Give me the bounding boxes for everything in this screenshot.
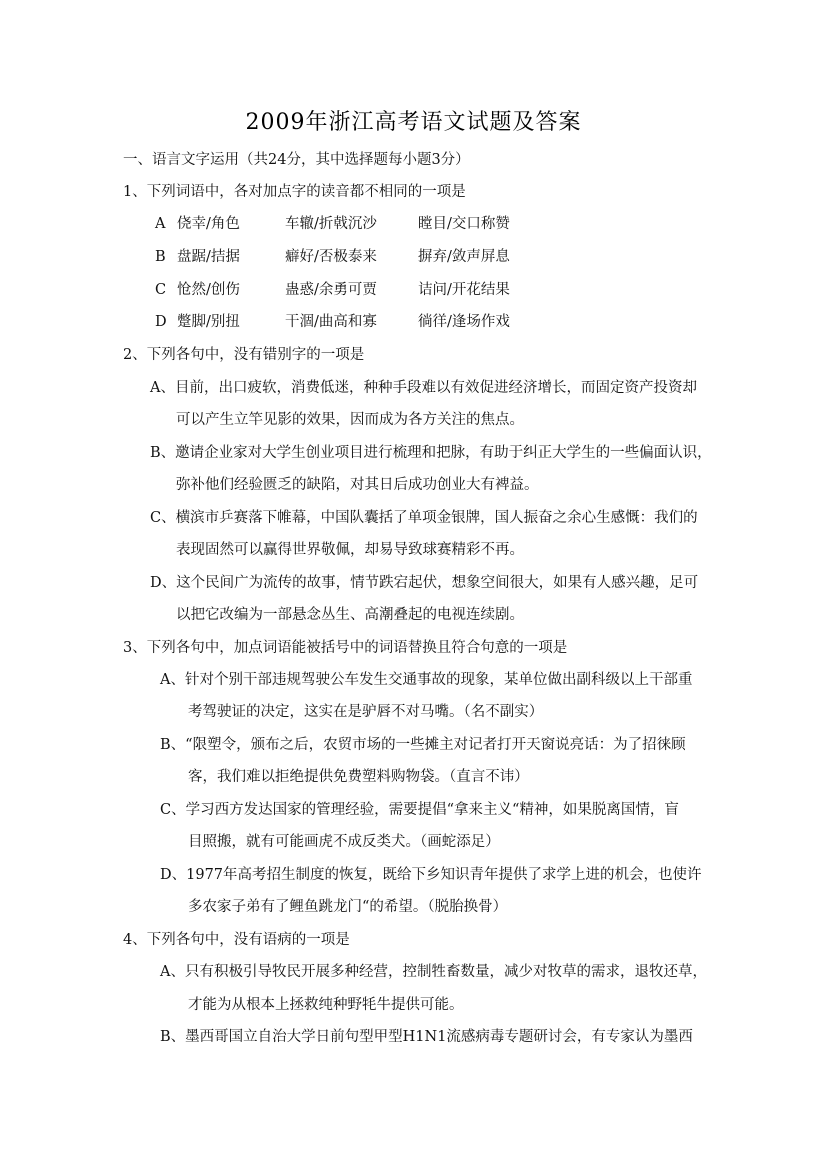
section-heading: 一、语言文字运用（共24分，其中选择题每小题3分）: [123, 152, 470, 168]
question-2-stem: 2、下列各句中，没有错别字的一项是: [123, 347, 365, 363]
option-text: 考驾驶证的决定，这实在是驴唇不对马嘴。（名不副实）: [188, 704, 544, 720]
page-title: 2009年浙江高考语文试题及答案: [245, 110, 582, 135]
option-word-pair: 瞠目/交口称赞: [418, 216, 510, 232]
option-word-pair: 蹩脚/别扭: [177, 314, 240, 330]
question-4-stem: 4、下列各句中，没有语病的一项是: [123, 932, 350, 948]
question-3-stem: 3、下列各句中，加点词语能被括号中的词语替换且符合句意的一项是: [123, 640, 568, 656]
option-text: C、学习西方发达国家的管理经验，需要提倡“拿来主义“精神，如果脱离国情，盲: [160, 802, 679, 818]
option-word-pair: 诘问/开花结果: [418, 282, 510, 298]
option-word-pair: 干涸/曲高和寡: [285, 314, 377, 330]
option-text: A、只有积极引导牧民开展多种经营，控制牲畜数量，减少对牧草的需求，退牧还草，: [160, 964, 707, 980]
option-word-pair: 怆然/创伤: [177, 282, 240, 298]
option-letter: B: [155, 249, 166, 265]
option-text: B、“限塑令，颁布之后，农贸市场的一些摊主对记者打开天窗说亮话：为了招徕顾: [160, 737, 686, 753]
option-text: C、横滨市乒赛落下帷幕，中国队囊括了单项金银牌，国人振奋之余心生感慨：我们的: [150, 510, 698, 526]
option-word-pair: 蛊惑/余勇可贾: [285, 282, 377, 298]
option-text: 表现固然可以赢得世界敬佩，却易导致球赛精彩不再。: [176, 542, 524, 558]
option-letter: C: [155, 282, 167, 298]
option-word-pair: 侥幸/角色: [177, 216, 240, 232]
option-word-pair: 徜徉/逢场作戏: [418, 314, 510, 330]
option-text: 多农家子弟有了鲤鱼跳龙门“的希望。（脱胎换骨）: [188, 899, 508, 915]
option-text: 客，我们难以拒绝提供免费塑料购物袋。（直言不讳）: [188, 769, 529, 785]
option-text: D、这个民间广为流传的故事，情节跌宕起伏，想象空间很大，如果有人感兴趣，足可: [150, 575, 699, 591]
option-word-pair: 盘踞/拮据: [177, 249, 240, 265]
option-word-pair: 车辙/折戟沉沙: [285, 216, 377, 232]
option-text: 才能为从根本上拯救纯种野牦牛提供可能。: [188, 997, 464, 1013]
option-text: 可以产生立竿见影的效果，因而成为各方关注的焦点。: [176, 412, 524, 428]
option-text: 弥补他们经验匮乏的缺陷，对其日后成功创业大有裨益。: [176, 477, 539, 493]
option-text: A、目前，出口疲软，消费低迷，种种手段难以有效促进经济增长，而固定资产投资却: [150, 380, 697, 396]
option-letter: D: [155, 314, 167, 330]
option-word-pair: 癖好/否极泰来: [285, 249, 377, 265]
option-text: 目照搬，就有可能画虎不成反类犬。（画蛇添足）: [188, 834, 500, 850]
option-text: B、邀请企业家对大学生创业项目进行梳理和把脉，有助于纠正大学生的一些偏面认识，: [150, 445, 712, 461]
option-word-pair: 摒弃/敛声屏息: [418, 249, 510, 265]
question-1-stem: 1、下列词语中，各对加点字的读音都不相同的一项是: [123, 184, 466, 200]
option-text: A、针对个别干部违规驾驶公车发生交通事故的现象，某单位做出副科级以上干部重: [160, 672, 693, 688]
option-text: D、1977年高考招生制度的恢复，既给下乡知识青年提供了求学上进的机会，也使许: [160, 867, 702, 883]
option-text: 以把它改编为一部悬念丛生、高潮叠起的电视连续剧。: [176, 607, 524, 623]
option-letter: A: [155, 216, 166, 232]
option-text: B、墨西哥国立自治大学日前句型甲型H1N1流感病毒专题研讨会，有专家认为墨西: [160, 1029, 693, 1045]
